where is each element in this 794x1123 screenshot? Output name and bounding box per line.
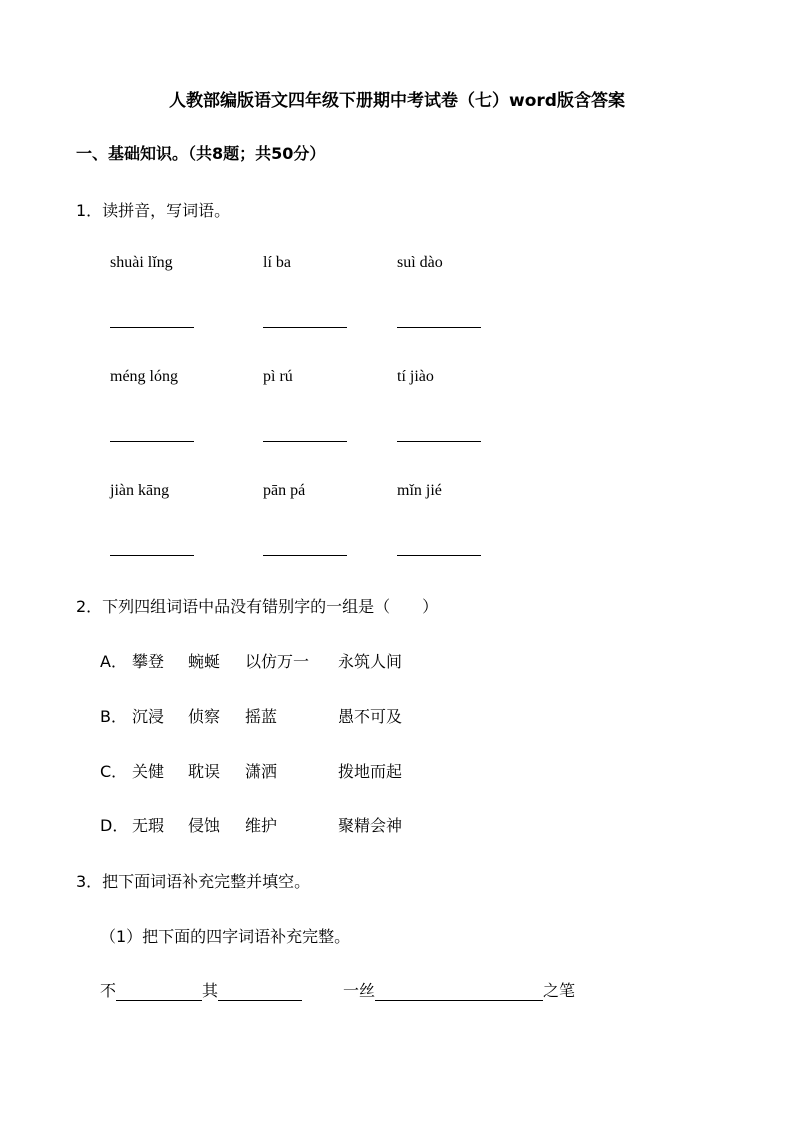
- idiom-blank[interactable]: [218, 984, 302, 1001]
- option-word: 沉浸: [132, 707, 165, 726]
- pinyin-item: tí jiào: [397, 368, 434, 385]
- idiom-fill-1: [100, 978, 302, 1001]
- option-word: 愚不可及: [338, 707, 403, 726]
- pinyin-item: jiàn kāng: [110, 482, 170, 499]
- pinyin-item: lí ba: [263, 254, 291, 271]
- option-letter: B．: [100, 707, 127, 726]
- option-word: 关健: [132, 762, 165, 781]
- answer-blank[interactable]: [263, 441, 347, 442]
- page-title: 人教部编版语文四年级下册期中考试卷（七）word版含答案: [169, 91, 625, 111]
- option-letter: C．: [100, 762, 128, 781]
- answer-blank[interactable]: [397, 555, 481, 556]
- answer-blank[interactable]: [397, 441, 481, 442]
- answer-blank[interactable]: [110, 441, 194, 442]
- answer-blank[interactable]: [110, 327, 194, 328]
- option-letter: A．: [100, 652, 127, 671]
- option-word: 永筑人间: [338, 652, 403, 671]
- option-word: 侦察: [188, 707, 221, 726]
- option-word: 潇洒: [245, 762, 278, 781]
- question-1-prompt: 1．读拼音，写词语。: [76, 201, 231, 220]
- pinyin-item: pì rú: [263, 368, 293, 385]
- option-word: 拨地而起: [338, 762, 403, 781]
- pinyin-item: shuài lǐng: [110, 254, 173, 271]
- option-word: 无瑕: [132, 816, 165, 835]
- idiom-char: 不: [100, 981, 117, 1000]
- answer-blank[interactable]: [110, 555, 194, 556]
- option-word: 耽误: [188, 762, 221, 781]
- question-3-prompt: 3．把下面词语补充完整并填空。: [76, 872, 311, 891]
- section-heading: 一、基础知识。（共8题；共50分）: [76, 144, 326, 163]
- idiom-fill-2: [343, 978, 575, 1001]
- idiom-char: 一丝: [343, 981, 376, 1000]
- idiom-char: 之笔: [543, 981, 576, 1000]
- option-word: 聚精会神: [338, 816, 403, 835]
- pinyin-item: pān pá: [263, 482, 306, 499]
- question-2-prompt: 2．下列四组词语中品没有错别字的一组是（ ）: [76, 597, 439, 616]
- option-word: 攀登: [132, 652, 165, 671]
- option-word: 以仿万一: [245, 652, 310, 671]
- answer-blank[interactable]: [263, 327, 347, 328]
- idiom-blank[interactable]: [375, 984, 543, 1001]
- pinyin-item: méng lóng: [110, 368, 178, 385]
- option-letter: D．: [100, 816, 129, 835]
- option-word: 侵蚀: [188, 816, 221, 835]
- idiom-blank[interactable]: [116, 984, 202, 1001]
- answer-blank[interactable]: [397, 327, 481, 328]
- option-word: 蜿蜒: [188, 652, 221, 671]
- pinyin-item: mǐn jié: [397, 482, 442, 499]
- pinyin-item: suì dào: [397, 254, 443, 271]
- option-word: 维护: [245, 816, 278, 835]
- option-word: 摇蓝: [245, 707, 278, 726]
- answer-blank[interactable]: [263, 555, 347, 556]
- idiom-char: 其: [202, 981, 219, 1000]
- question-3-sub-1: （1）把下面的四字词语补充完整。: [100, 927, 351, 946]
